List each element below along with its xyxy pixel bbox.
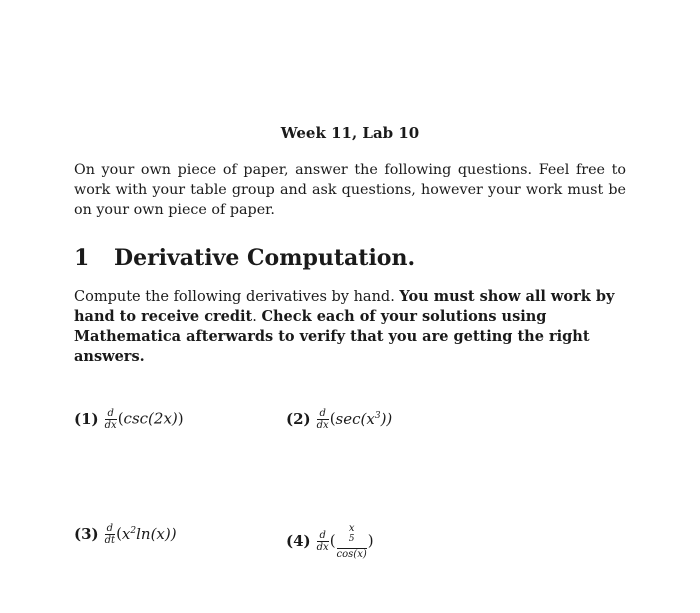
- problem-label: (2): [286, 409, 311, 428]
- problem-3: (3) $\frac{d}{dt}$ $(x^2\ln(x))$: [74, 523, 177, 546]
- problem-label: (1): [74, 409, 99, 428]
- section-title: Derivative Computation.: [114, 245, 416, 271]
- problem-4: (4) $\frac{d}{dx}$ ( x $^5$ cos(x) ): [286, 523, 374, 561]
- derivative-operator: $\frac{d}{dx}$: [104, 408, 117, 431]
- problem-1: (1) $\frac{d}{dx}$ (csc(2x)): [74, 408, 184, 431]
- instructions-plain: Compute the following derivatives by hand.: [74, 289, 400, 305]
- derivative-operator: $\frac{d}{dt}$: [104, 523, 116, 546]
- fraction-expression: x $^5$ cos(x): [336, 523, 367, 561]
- instructions-bold-1: You must show all work by hand to receive credit: [74, 288, 615, 325]
- intro-paragraph: On your own piece of paper, answer the following questions. Feel free to work with your table group and ask questions, however your work must be on your own piece of paper.: [74, 162, 626, 218]
- instructions-bold-2: Check each of your solutions using Mathematica afterwards to verify that you are getting the right answers.: [74, 308, 590, 365]
- problem-label: (4): [286, 531, 311, 550]
- derivative-operator: $\frac{d}{dx}$: [316, 530, 329, 554]
- instructions-paragraph: [74, 287, 619, 367]
- expression: $x^2\ln(x)$): [121, 524, 177, 543]
- expression: csc(2x): [123, 409, 178, 428]
- expression: $\sec(x^3)$): [335, 409, 393, 428]
- problem-2: (2) $\frac{d}{dx}$ $(\sec(x^3))$: [286, 408, 393, 431]
- section-number: 1: [74, 245, 90, 271]
- problem-label: (3): [74, 524, 99, 543]
- derivative-operator: $\frac{d}{dx}$: [316, 408, 329, 431]
- section-heading: [74, 245, 415, 271]
- page-title: Week 11, Lab 10: [280, 124, 420, 142]
- instructions-plain-2: .: [252, 309, 262, 325]
